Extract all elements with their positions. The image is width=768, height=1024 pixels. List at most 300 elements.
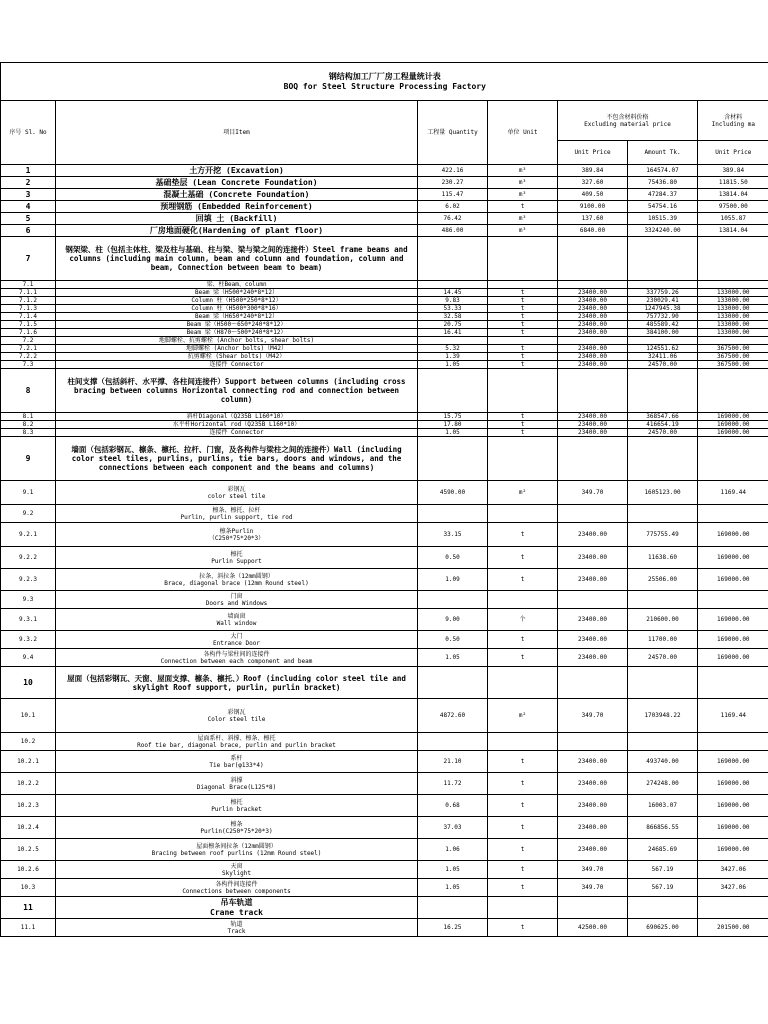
row-amount: 384100.00 [628,329,698,337]
row-item: 水平杆Horizontal rod（Q235B L160*10） [56,421,418,429]
row-number: 8.3 [1,429,56,437]
row-item [56,609,418,631]
row-item: 梁、柱Beam、column [56,281,418,289]
row-number: 7.2.2 [1,353,56,361]
row-amount: 493740.00 [628,751,698,773]
header-incl-en: Including ma [711,120,755,128]
row-unit: m² [488,481,558,505]
row-quantity [418,237,488,281]
row-quantity: 37.03 [418,817,488,839]
row-item-zh: 墙面窗 [227,612,246,620]
header-item: 项目Item [56,101,418,165]
row-amount: 567.19 [628,861,698,879]
row-unit: t [488,569,558,591]
row-amount: 24570.00 [628,361,698,369]
table-row [1,699,768,733]
row-unit-price: 23400.00 [558,305,628,313]
row-unit [488,369,558,413]
row-unit-price-incl: 367500.00 [698,361,768,369]
row-quantity: 5.32 [418,345,488,353]
row-number: 10.3 [1,879,56,897]
row-number: 10.2.6 [1,861,56,879]
row-unit-price-incl [698,369,768,413]
row-unit-price-incl: 169000.00 [698,523,768,547]
row-unit-price-incl: 13814.04 [698,225,768,237]
table-row [1,861,768,879]
row-number: 7.1 [1,281,56,289]
row-item [56,631,418,649]
row-unit-price-incl: 169000.00 [698,429,768,437]
row-item: 回填 土 (Backfill) [56,213,418,225]
row-amount: 1247945.38 [628,305,698,313]
row-quantity: 16.25 [418,919,488,937]
table-row [1,305,768,313]
table-row [1,369,768,413]
row-number: 7.3 [1,361,56,369]
row-quantity [418,505,488,523]
row-unit-price: 349.70 [558,861,628,879]
row-quantity: 76.42 [418,213,488,225]
row-quantity [418,369,488,413]
row-unit-price-incl: 367500.00 [698,345,768,353]
row-quantity: 32.58 [418,313,488,321]
row-unit-price: 349.70 [558,699,628,733]
row-item [56,795,418,817]
row-quantity: 9.00 [418,609,488,631]
row-number: 9.3 [1,591,56,609]
row-unit [488,667,558,699]
row-item-en: Purlin, purlin support, tie rod [180,513,293,521]
header-unit-price-incl: Unit Price [698,141,768,165]
row-unit: m³ [488,189,558,201]
row-number: 4 [1,201,56,213]
row-item-zh: 各构件间连接件 [215,880,258,888]
row-item-en: Bracing between roof purlins (12mm Round steel) [151,849,322,857]
row-item [56,523,418,547]
row-amount: 416654.19 [628,421,698,429]
row-item: 连接件 Connector [56,361,418,369]
row-number: 11.1 [1,919,56,937]
row-amount: 24685.69 [628,839,698,861]
row-number: 10.2.3 [1,795,56,817]
row-quantity [418,337,488,345]
row-item-zh: 天窗 [230,862,243,870]
row-item [56,773,418,795]
row-quantity: 0.68 [418,795,488,817]
row-number: 11 [1,897,56,919]
row-unit-price-incl: 169000.00 [698,413,768,421]
row-quantity: 17.80 [418,421,488,429]
row-quantity: 1.05 [418,361,488,369]
table-row [1,817,768,839]
row-item: 混凝土基础 (Concrete Foundation) [56,189,418,201]
table-row [1,421,768,429]
row-number: 5 [1,213,56,225]
row-unit: t [488,795,558,817]
row-item: 地脚螺栓、抗剪螺栓 (Anchor bolts, shear bolts) [56,337,418,345]
row-amount: 24570.00 [628,429,698,437]
row-amount [628,337,698,345]
row-item [56,817,418,839]
row-amount [628,733,698,751]
row-unit-price-incl: 169000.00 [698,773,768,795]
row-quantity: 1.09 [418,569,488,591]
row-item [56,897,418,919]
row-number: 7 [1,237,56,281]
table-title [1,63,768,101]
row-number: 10.1 [1,699,56,733]
table-row [1,361,768,369]
header-no: 序号 Sl. No [1,101,56,165]
row-unit [488,281,558,289]
row-unit: t [488,413,558,421]
row-unit-price-incl: 169000.00 [698,547,768,569]
row-unit-price: 23400.00 [558,289,628,297]
row-amount [628,437,698,481]
row-item-en: color steel tile [207,492,266,500]
row-unit-price: 6840.00 [558,225,628,237]
header-excl-en: Excluding material price [584,120,671,128]
row-item [56,879,418,897]
row-item [56,591,418,609]
row-item: Beam 梁（H500*240*8*12） [56,289,418,297]
row-unit-price: 23400.00 [558,817,628,839]
row-unit-price: 23400.00 [558,313,628,321]
table-row [1,429,768,437]
row-item-en: Track [227,927,246,935]
row-unit-price-incl [698,337,768,345]
row-item: Column 柱（H500*300*8*16） [56,305,418,313]
row-item: 斜杆Diagonal（Q235B L160*10） [56,413,418,421]
row-item: Beam 梁（H650*240*8*12） [56,313,418,321]
row-unit-price-incl: 169000.00 [698,839,768,861]
row-item: 厂房地面硬化(Hardening of plant floor) [56,225,418,237]
row-quantity: 20.75 [418,321,488,329]
row-unit-price: 42500.00 [558,919,628,937]
table-row [1,839,768,861]
row-amount: 32411.06 [628,353,698,361]
row-item: Beam 梁（H870～500*240*8*12） [56,329,418,337]
row-number: 10.2 [1,733,56,751]
row-unit: t [488,329,558,337]
row-item-en: Diagonal Brace(L125*8) [196,783,277,791]
row-unit-price [558,733,628,751]
row-amount [628,281,698,289]
row-unit-price: 349.70 [558,481,628,505]
row-number: 8.1 [1,413,56,421]
title-en: BOQ for Steel Structure Processing Factory [283,81,486,91]
row-item-en: Connections between components [182,887,291,895]
row-number: 9.2.2 [1,547,56,569]
table-row [1,353,768,361]
row-unit-price [558,337,628,345]
row-item-zh: 彩钢瓦 [227,485,246,493]
row-number: 9.2 [1,505,56,523]
row-item-zh: 檩条Purlin [219,527,254,535]
row-unit: t [488,201,558,213]
row-item-zh: 大门 [230,632,243,640]
row-item-en: Skylight [222,869,251,877]
row-unit: t [488,297,558,305]
row-quantity: 9.83 [418,297,488,305]
row-unit-price-incl: 389.84 [698,165,768,177]
table-row [1,413,768,421]
row-unit-price: 23400.00 [558,569,628,591]
row-amount [628,667,698,699]
row-amount: 757732.90 [628,313,698,321]
table-row [1,879,768,897]
row-unit-price [558,897,628,919]
row-amount: 274248.00 [628,773,698,795]
row-unit-price: 23400.00 [558,429,628,437]
row-item: 屋面（包括彩钢瓦、天窗、屋面支撑、檩条、檩托、）Roof (including color steel tile and skylight Roof support, purlin, purlin bracket) [56,667,418,699]
row-quantity: 1.39 [418,353,488,361]
row-number: 10 [1,667,56,699]
row-unit: m³ [488,177,558,189]
row-item-en: Connection between each component and beam [160,657,313,665]
row-amount: 24570.00 [628,649,698,667]
table-row [1,523,768,547]
row-item-zh: 各构件与梁柱间的连接件 [203,650,270,658]
row-unit: t [488,289,558,297]
row-item-zh: 檩条 [230,820,243,828]
row-amount: 54754.16 [628,201,698,213]
table-row [1,897,768,919]
row-unit-price [558,667,628,699]
row-unit-price: 23400.00 [558,413,628,421]
row-quantity: 0.50 [418,547,488,569]
row-unit-price-incl: 133000.00 [698,297,768,305]
row-unit-price: 23400.00 [558,773,628,795]
row-unit-price: 23400.00 [558,649,628,667]
row-item: Beam 梁（H500～650*240*8*12） [56,321,418,329]
row-item: Column 柱（H500*250*8*12） [56,297,418,305]
row-amount: 11700.00 [628,631,698,649]
row-unit-price-incl: 13814.04 [698,189,768,201]
row-amount: 47284.37 [628,189,698,201]
row-unit-price-incl: 169000.00 [698,631,768,649]
row-amount: 1605123.00 [628,481,698,505]
row-quantity: 4872.60 [418,699,488,733]
row-unit-price: 23400.00 [558,421,628,429]
row-amount: 775755.49 [628,523,698,547]
row-unit-price-incl: 3427.06 [698,879,768,897]
table-row [1,329,768,337]
row-number: 7.1.4 [1,313,56,321]
boq-sheet [0,62,768,937]
row-item-en: Purlin bracket [211,805,262,813]
row-unit [488,237,558,281]
row-unit-price-incl: 201500.00 [698,919,768,937]
row-unit: t [488,773,558,795]
table-row [1,437,768,481]
row-unit [488,337,558,345]
row-number: 7.1.5 [1,321,56,329]
row-unit: t [488,523,558,547]
row-unit: t [488,861,558,879]
row-unit-price-incl: 133000.00 [698,321,768,329]
row-unit: m³ [488,213,558,225]
row-amount: 1703948.22 [628,699,698,733]
row-number: 7.1.1 [1,289,56,297]
row-unit [488,437,558,481]
row-unit-price-incl [698,591,768,609]
header-amount: Amount Tk. [628,141,698,165]
row-unit-price: 23400.00 [558,361,628,369]
row-unit-price-incl: 169000.00 [698,569,768,591]
row-unit [488,505,558,523]
row-unit-price-incl: 1169.44 [698,699,768,733]
row-item-zh: 斜撑 [230,776,243,784]
row-number: 7.1.6 [1,329,56,337]
row-quantity: 115.47 [418,189,488,201]
row-number: 3 [1,189,56,201]
row-item: 地脚螺栓 (Anchor bolts)（M42） [56,345,418,353]
row-quantity: 6.02 [418,201,488,213]
row-amount [628,505,698,523]
row-number: 8.2 [1,421,56,429]
row-unit-price-incl: 169000.00 [698,817,768,839]
row-unit-price [558,369,628,413]
row-quantity: 16.41 [418,329,488,337]
row-amount: 11638.60 [628,547,698,569]
row-unit-price-incl [698,281,768,289]
row-item [56,481,418,505]
row-unit-price-incl: 169000.00 [698,649,768,667]
row-unit: t [488,547,558,569]
row-quantity: 11.72 [418,773,488,795]
row-number: 7.1.2 [1,297,56,305]
row-unit-price: 389.84 [558,165,628,177]
row-unit-price-incl: 133000.00 [698,289,768,297]
row-number: 10.2.5 [1,839,56,861]
row-quantity [418,733,488,751]
row-unit-price: 327.60 [558,177,628,189]
row-unit-price-incl [698,437,768,481]
row-item-en: Crane track [210,907,263,917]
row-unit: t [488,353,558,361]
row-item-zh: 檩托 [230,798,243,806]
row-unit-price [558,437,628,481]
row-amount: 866856.55 [628,817,698,839]
table-row [1,591,768,609]
row-unit-price-incl: 97500.00 [698,201,768,213]
row-quantity: 33.15 [418,523,488,547]
row-item: 连接件 Connector [56,429,418,437]
row-item-en: Wall window [216,619,257,627]
row-unit: m² [488,699,558,733]
row-item: 墙面（包括彩钢瓦、檩条、檩托、拉杆、门窗，及各构件与梁柱之间的连接件）Wall (including color steel tiles, purlins, purlins, tie bars, doors and windows, and the connections between each component and the beams and columns) [56,437,418,481]
row-unit: t [488,421,558,429]
row-quantity: 1.06 [418,839,488,861]
row-item-en: Brace, diagonal brace (12mm Round steel) [164,579,309,587]
row-number: 8 [1,369,56,413]
row-item: 抗剪螺栓 (Shear bolts)（M42） [56,353,418,361]
row-amount: 10515.39 [628,213,698,225]
row-unit: t [488,919,558,937]
row-quantity: 14.45 [418,289,488,297]
row-unit-price [558,237,628,281]
row-unit-price-incl: 133000.00 [698,313,768,321]
table-row [1,213,768,225]
row-unit: m³ [488,165,558,177]
row-unit [488,897,558,919]
row-item-en: Purlin Support [211,557,262,565]
row-unit: t [488,631,558,649]
row-unit: m³ [488,225,558,237]
row-number: 9.2.3 [1,569,56,591]
row-item-zh: 门窗 [230,592,243,600]
row-number: 9.3.2 [1,631,56,649]
row-number: 1 [1,165,56,177]
row-unit [488,733,558,751]
row-item [56,547,418,569]
row-quantity [418,591,488,609]
row-amount: 25506.00 [628,569,698,591]
row-unit: t [488,649,558,667]
header-including-material [698,101,768,141]
row-number: 2 [1,177,56,189]
row-unit-price-incl: 367500.00 [698,353,768,361]
row-number: 6 [1,225,56,237]
row-item-zh: 屋面系杆、斜撑、檩条、檩托 [197,734,276,742]
row-unit-price: 23400.00 [558,631,628,649]
row-item-en: Roof tie bar, diagonal brace, purlin and purlin bracket [137,741,336,749]
row-quantity: 486.00 [418,225,488,237]
table-row [1,667,768,699]
row-item-en: Entrance Door [213,639,260,647]
row-unit: t [488,345,558,353]
row-unit-price: 23400.00 [558,345,628,353]
header-unit: 单位 Unit [488,101,558,165]
row-item-zh: 屋面檩条间拉条（12mm圆钢） [196,842,277,850]
row-amount: 567.19 [628,879,698,897]
table-row [1,751,768,773]
row-quantity: 1.05 [418,649,488,667]
header-excluding-material [558,101,698,141]
table-row [1,177,768,189]
row-item [56,649,418,667]
table-row [1,919,768,937]
row-unit: 个 [488,609,558,631]
table-row [1,281,768,289]
row-unit-price-incl: 133000.00 [698,329,768,337]
row-number: 7.2.1 [1,345,56,353]
header-quantity: 工程量 Quantity [418,101,488,165]
row-amount: 164574.07 [628,165,698,177]
row-item-zh: 檩条、檩托、拉杆 [212,506,261,514]
row-amount: 230029.41 [628,297,698,305]
row-unit: t [488,305,558,313]
row-unit-price-incl: 3427.06 [698,861,768,879]
row-quantity: 1.05 [418,429,488,437]
table-row [1,337,768,345]
row-quantity: 230.27 [418,177,488,189]
row-amount: 16003.07 [628,795,698,817]
header-unit-price: Unit Price [558,141,628,165]
row-unit-price: 23400.00 [558,523,628,547]
table-row [1,289,768,297]
table-row [1,165,768,177]
row-unit-price: 23400.00 [558,839,628,861]
row-unit-price-incl: 169000.00 [698,751,768,773]
row-item: 土方开挖 (Excavation) [56,165,418,177]
row-number: 9.1 [1,481,56,505]
row-unit-price: 23400.00 [558,329,628,337]
row-unit-price-incl: 1055.87 [698,213,768,225]
row-unit: t [488,313,558,321]
row-item [56,569,418,591]
